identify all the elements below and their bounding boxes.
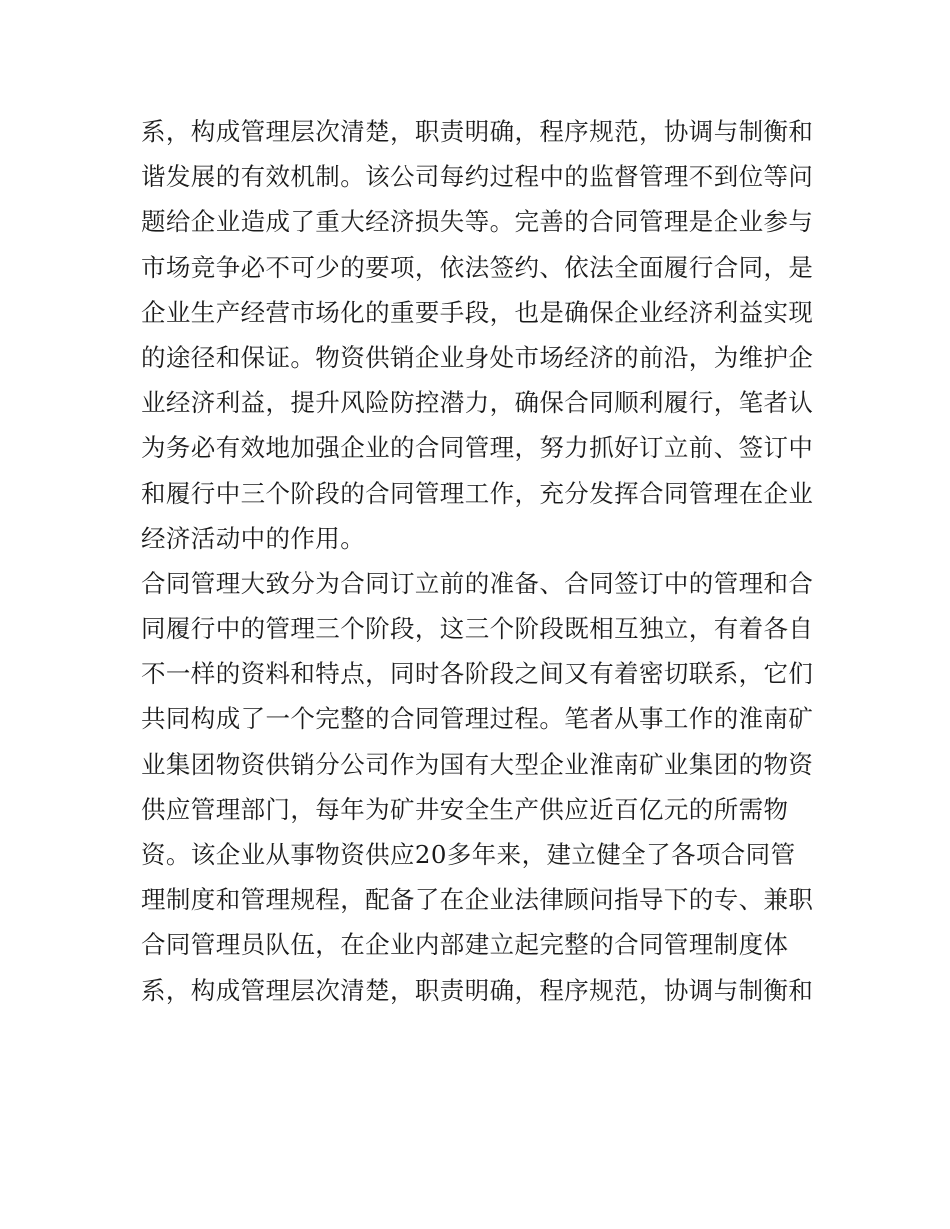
text-line: 经济活动中的作用。 — [141, 523, 366, 553]
text-line: 合同管理员队伍，在企业内部建立起完整的合同管理制度体 — [141, 930, 789, 960]
text-line: 企业生产经营市场化的重要手段，也是确保企业经济利益实现 — [141, 297, 814, 327]
text-line: 市场竞争必不可少的要项，依法签约、依法全面履行合同，是 — [141, 252, 814, 282]
text-line: 同履行中的管理三个阶段，这三个阶段既相互独立，有着各自 — [141, 614, 814, 644]
text-line: 的途径和保证。物资供销企业身处市场经济的前沿，为维护企 — [141, 342, 814, 372]
body-text — [141, 109, 821, 1013]
text-line: 供应管理部门，每年为矿井安全生产供应近百亿元的所需物 — [141, 794, 789, 824]
text-line: 业集团物资供销分公司作为国有大型企业淮南矿业集团的物资 — [141, 749, 814, 779]
text-line: 为务必有效地加强企业的合同管理，努力抓好订立前、签订中 — [141, 433, 814, 463]
text-line: 共同构成了一个完整的合同管理过程。笔者从事工作的淮南矿 — [141, 704, 814, 734]
text-line: 业经济利益，提升风险防控潜力，确保合同顺利履行，笔者认 — [141, 388, 814, 418]
text-line: 题给企业造成了重大经济损失等。完善的合同管理是企业参与 — [141, 207, 814, 237]
text-line: 谐发展的有效机制。该公司每约过程中的监督管理不到位等问 — [141, 162, 814, 192]
text-line: 系，构成管理层次清楚，职责明确，程序规范，协调与制衡和 — [141, 975, 814, 1005]
text-line: 资。该企业从事物资供应20多年来，建立健全了各项合同管 — [141, 840, 796, 869]
text-line: 合同管理大致分为合同订立前的准备、合同签订中的管理和合 — [141, 568, 814, 598]
text-line: 理制度和管理规程，配备了在企业法律顾问指导下的专、兼职 — [141, 885, 814, 915]
text-line: 和履行中三个阶段的合同管理工作，充分发挥合同管理在企业 — [141, 478, 814, 508]
text-line: 系，构成管理层次清楚，职责明确，程序规范，协调与制衡和 — [141, 117, 814, 146]
text-line: 不一样的资料和特点，同时各阶段之间又有着密切联系，它们 — [141, 659, 814, 689]
